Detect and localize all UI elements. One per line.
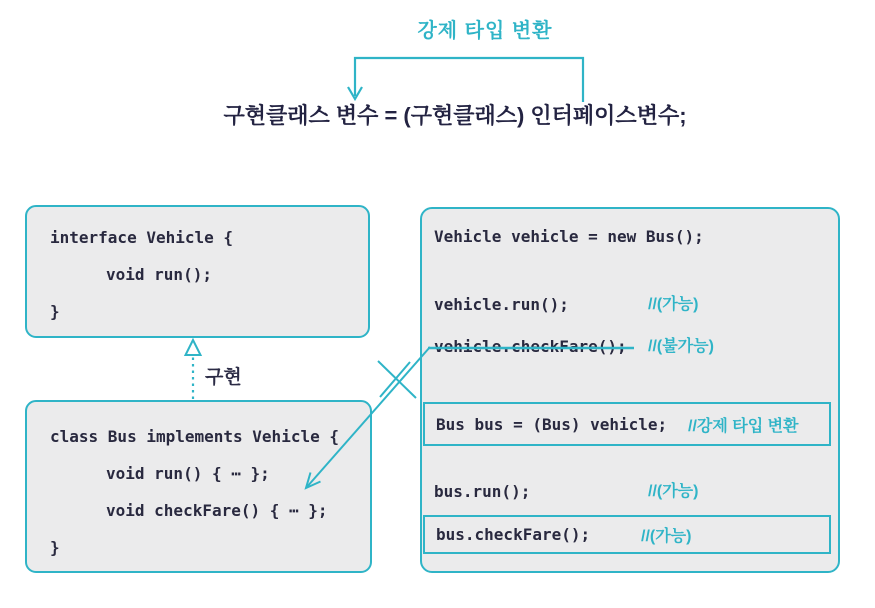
code-line: class Bus implements Vehicle {: [50, 427, 339, 446]
comment-cast: //강제 타입 변환: [688, 417, 799, 435]
comment-possible: //(가능): [648, 483, 699, 500]
code-text: bus.checkFare();: [436, 525, 591, 544]
cast-highlight-box: [423, 402, 831, 446]
code-line-vehicle-checkfare: [434, 336, 714, 358]
comment-possible: //(가능): [641, 528, 692, 545]
code-line-bus-run: [434, 481, 698, 503]
code-text-struck: vehicle.checkFare();: [434, 337, 627, 356]
comment-impossible: //(불가능): [648, 338, 714, 355]
code-line: void checkFare() { ⋯ };: [106, 501, 328, 520]
code-line: void run() { ⋯ };: [106, 464, 270, 483]
code-text: Vehicle vehicle = new Bus();: [434, 227, 704, 246]
bus-checkfare-highlight-box: [423, 515, 831, 554]
code-text: vehicle.run();: [434, 295, 569, 314]
implements-label: 구현: [205, 367, 242, 388]
cast-formula: 구현클래스 변수 = (구현클래스) 인터페이스변수;: [223, 103, 687, 128]
code-line: void run();: [106, 265, 212, 284]
interface-vehicle-box: [25, 205, 370, 338]
implements-arrow-icon: [186, 340, 201, 399]
code-line: }: [50, 538, 60, 557]
code-text: Bus bus = (Bus) vehicle;: [436, 414, 668, 434]
comment-possible: //(가능): [648, 296, 699, 313]
code-text: bus.run();: [434, 482, 531, 501]
code-line: interface Vehicle {: [50, 228, 234, 247]
cast-bracket-arrow-icon: [348, 58, 583, 102]
cast-label: 강제 타입 변환: [417, 20, 553, 42]
code-line: }: [50, 302, 60, 321]
code-line-declaration: [434, 226, 704, 248]
class-bus-box: [25, 400, 372, 573]
x-mark-icon: [378, 361, 416, 398]
casting-example-box: [420, 207, 840, 573]
code-line-vehicle-run: [434, 294, 698, 316]
